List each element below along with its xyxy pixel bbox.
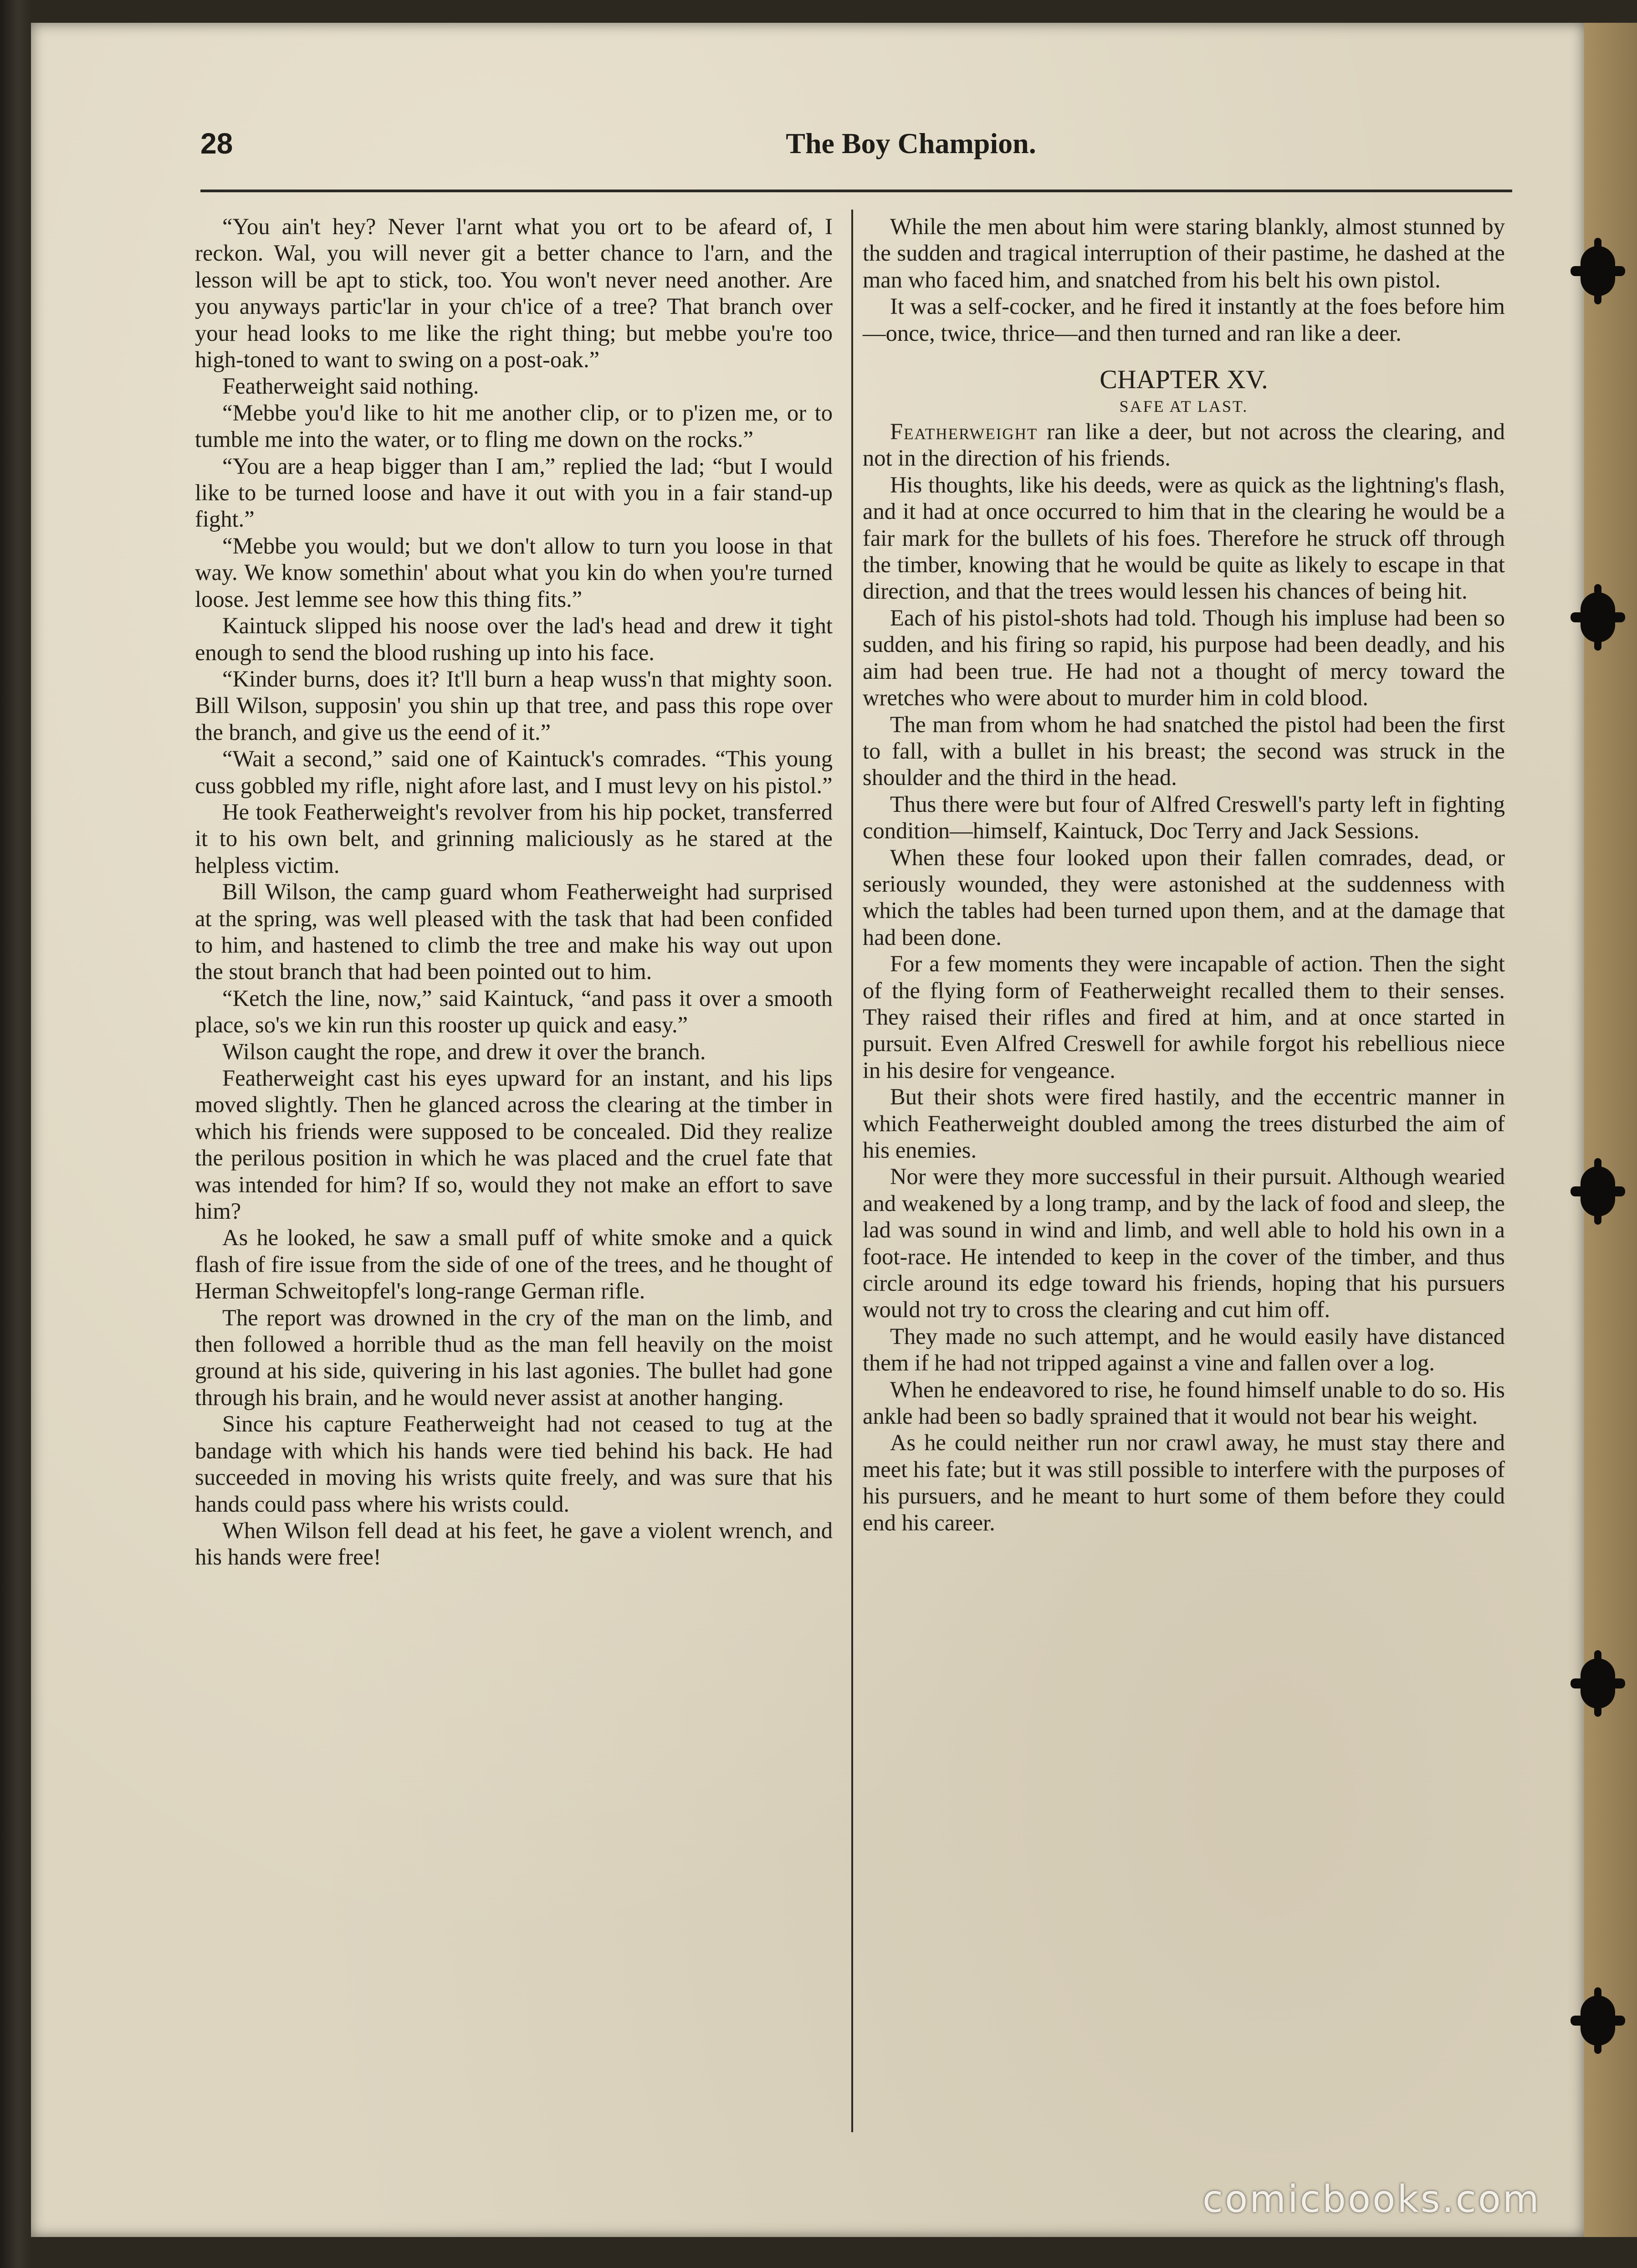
- paragraph: Wilson caught the rope, and drew it over the branch.: [222, 1038, 706, 1064]
- chapter-opening-word: Featherweight: [890, 419, 1038, 445]
- paragraph: When Wilson fell dead at his feet, he gave a violent wrench, and his hands were free!: [195, 1517, 833, 1570]
- binding-hole: [1581, 246, 1615, 296]
- paragraph: When these four looked upon their fallen comrades, dead, or seriously wounded, they were astonished at the suddenness with which the tables had been turned upon them, and at the damage that had been done.: [863, 844, 1505, 950]
- paragraph: “Mebbe you'd like to hit me another clip, or to p'izen me, or to tumble me into the water, or to fling me down on the rocks.”: [195, 400, 833, 452]
- paragraph: As he could neither run nor crawl away, he must stay there and meet his fate; but it was still possible to interfere with the purposes of his pursuers, and he meant to hurt some of them before they could end his career.: [863, 1430, 1505, 1535]
- watermark: comicbooks.com: [1202, 2178, 1541, 2221]
- binding-hole: [1581, 1996, 1615, 2046]
- paragraph: “Kinder burns, does it? It'll burn a heap wuss'n that mighty soon. Bill Wilson, supposin' you shin up that tree, and pass this rope over the branch, and give us the eend of it.”: [195, 666, 833, 745]
- binding-hole: [1581, 1166, 1615, 1216]
- paragraph: As he looked, he saw a small puff of white smoke and a quick flash of fire issue from the side of one of the trees, and he thought of Herman Schweitopfel's long-range German rifle.: [195, 1225, 833, 1304]
- paragraph: He took Featherweight's revolver from his hip pocket, transferred it to his own belt, and grinning maliciously as he stared at the helpless victim.: [195, 799, 833, 878]
- paragraph: Nor were they more successful in their pursuit. Although wearied and weakened by a long tramp, and by the lack of food and sleep, the lad was sound in wind and limb, and well able to hold his own in a foot-race. He intended to keep in the cover of the timber, and thus circle around its edge toward his friends, hoping that his pursuers would not try to cross the clearing and cut him off.: [863, 1164, 1505, 1323]
- paragraph: Kaintuck slipped his noose over the lad's head and drew it tight enough to send the blood rushing up into his face.: [195, 613, 833, 665]
- paragraph: While the men about him were staring blankly, almost stunned by the sudden and tragical interruption of their pastime, he dashed at the man who faced him, and snatched from his belt his own pistol.: [863, 214, 1505, 292]
- paragraph: “Mebbe you would; but we don't allow to turn you loose in that way. We know somethin' about what you kin do when you're turned loose. Jest lemme see how this thing fits.”: [195, 533, 833, 612]
- paragraph: Each of his pistol-shots had told. Though his impluse had been so sudden, and his firing so rapid, his purpose had been deadly, and his aim had been true. He had not a thought of mercy toward the wretches who were about to murder him in cold blood.: [863, 605, 1505, 711]
- paragraph: But their shots were fired hastily, and the eccentric manner in which Featherweight doubled among the trees disturbed the aim of his enemies.: [863, 1084, 1505, 1163]
- paragraph: “Ketch the line, now,” said Kaintuck, “and pass it over a smooth place, so's we kin run this rooster up quick and easy.”: [195, 985, 833, 1038]
- running-title: The Boy Champion.: [786, 127, 1036, 159]
- paragraph: Featherweight said nothing.: [222, 373, 479, 399]
- page-number: 28: [200, 127, 233, 160]
- right-column: [863, 213, 1505, 1536]
- paragraph: The man from whom he had snatched the pistol had been the first to fall, with a bullet in his breast; the second was struck in the shoulder and the third in the head.: [863, 711, 1505, 790]
- left-column: [195, 213, 833, 1570]
- paragraph: Featherweight cast his eyes upward for an instant, and his lips moved slightly. Then he glanced across the clearing at the timber in which his friends were supposed to be concealed. Did they realize the perilous position in which he was placed and the cruel fate that was intended for him? If so, would they not make an effort to save him?: [195, 1065, 833, 1224]
- paragraph: “Wait a second,” said one of Kaintuck's comrades. “This young cuss gobbled my rifle, night afore last, and I must levy on his pistol.”: [195, 746, 833, 798]
- column-rule: [851, 210, 853, 2132]
- chapter-title: CHAPTER XV.: [1100, 364, 1268, 395]
- chapter-opening-paragraph: [863, 418, 1505, 472]
- paragraph: The report was drowned in the cry of the man on the limb, and then followed a horrible thud as the man fell heavily on the moist ground at his side, quivering in his last agonies. The bullet had gone through his brain, and he would never assist at another hanging.: [195, 1304, 833, 1410]
- paragraph: “You are a heap bigger than I am,” replied the lad; “but I would like to be turned loose and have it out with you in a fair stand-up fight.”: [195, 453, 833, 532]
- paragraph: Since his capture Featherweight had not ceased to tug at the bandage with which his hands were tied behind his back. He had succeeded in moving his wrists quite freely, and was sure that his hands could pass where his wrists could.: [195, 1411, 833, 1517]
- chapter-subtitle: SAFE AT LAST.: [1119, 397, 1248, 416]
- paragraph: They made no such attempt, and he would easily have distanced them if he had not tripped against a vine and fallen over a log.: [863, 1323, 1505, 1376]
- paragraph: When he endeavored to rise, he found himself unable to do so. His ankle had been so badly sprained that it would not bear his weight.: [863, 1376, 1505, 1429]
- paragraph: For a few moments they were incapable of action. Then the sight of the flying form of Featherweight recalled them to their senses. They raised their rifles and fired at him, and at once started in pursuit. Even Alfred Creswell for awhile forgot his rebellious niece in his desire for vengeance.: [863, 951, 1505, 1083]
- paragraph: Bill Wilson, the camp guard whom Featherweight had surprised at the spring, was well pleased with the task that had been confided to him, and hastened to climb the tree and make his way out upon the stout branch that had been pointed out to him.: [195, 879, 833, 985]
- paragraph: “You ain't hey? Never l'arnt what you ort to be afeard of, I reckon. Wal, you will never git a better chance to l'arn, and the lesson will be apt to stick, too. You won't never need another. Are you anyways partic'lar in your ch'ice of a tree? That branch over your head looks to me like the right thing; but mebbe you're too high-toned to want to swing on a post-oak.”: [195, 214, 833, 373]
- paragraph: It was a self-cocker, and he fired it instantly at the foes before him—once, twice, thrice—and then turned and ran like a deer.: [863, 293, 1505, 346]
- header-rule: [200, 190, 1512, 192]
- binding-hole: [1581, 592, 1615, 642]
- paragraph: His thoughts, like his deeds, were as quick as the lightning's flash, and it had at once occurred to him that in the clearing he would be a fair mark for the bullets of his foes. Therefore he struck off through the timber, knowing that he would be quite as likely to escape in that direction, and that the trees would lessen his chances of being hit.: [863, 472, 1505, 604]
- paragraph: Thus there were but four of Alfred Creswell's party left in fighting condition—himself, Kaintuck, Doc Terry and Jack Sessions.: [863, 791, 1505, 844]
- chapter-opening-text: ran like a deer, but not across the clearing, and not in the direction of his friends.: [863, 419, 1505, 471]
- binding-hole: [1581, 1658, 1615, 1709]
